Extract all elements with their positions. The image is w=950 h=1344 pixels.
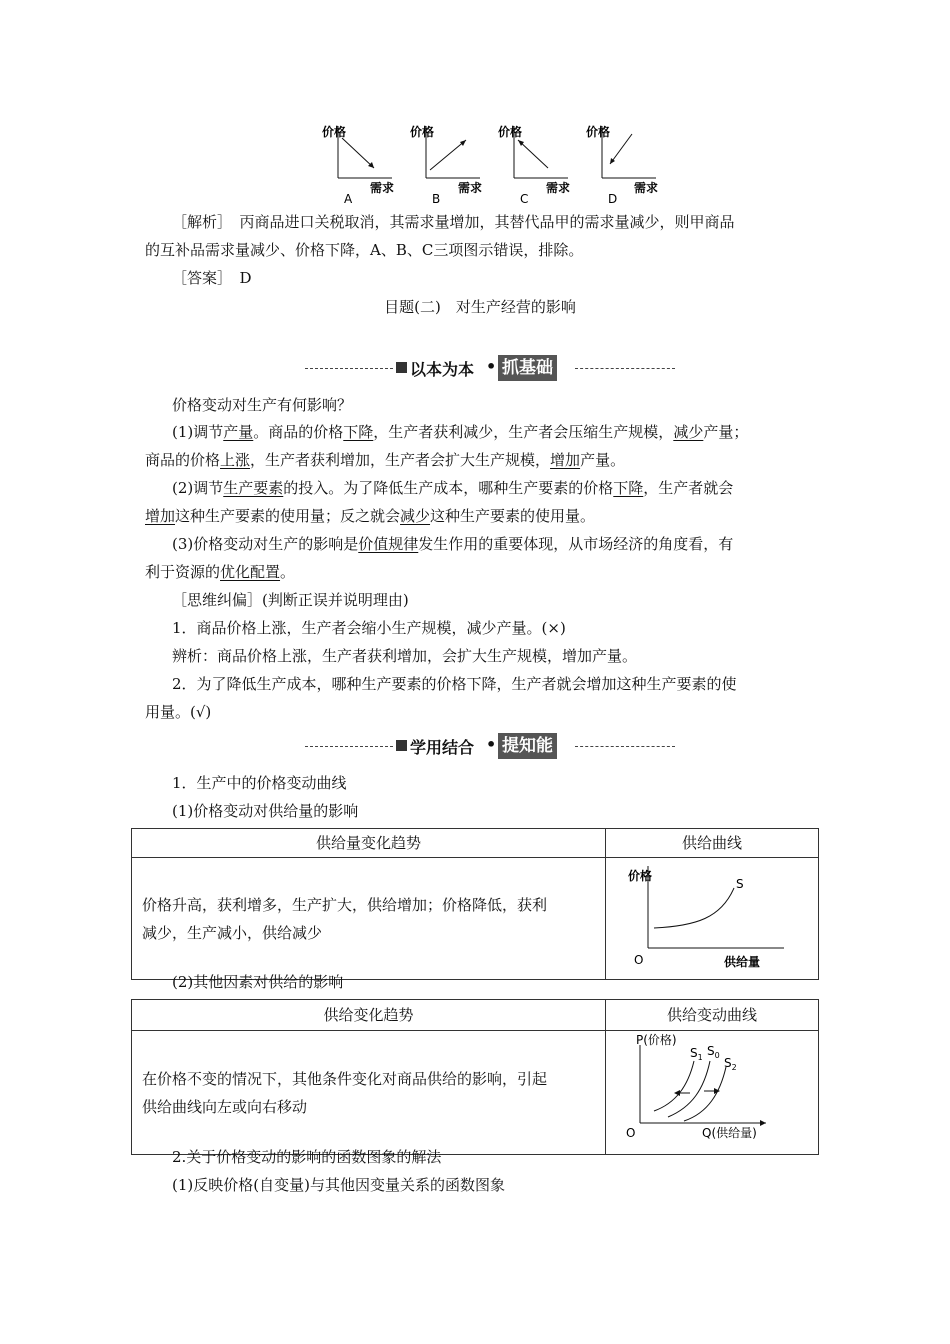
paragraph-3-line-2: 利于资源的优化配置。 (145, 563, 296, 581)
supply-table-cell-curve (606, 858, 819, 980)
section-1b-title: (2)其他因素对供给的影响 (172, 973, 344, 991)
graph-a-x-label: 需求 (370, 181, 395, 195)
think-item-1: 1．商品价格上涨，生产者会缩小生产规模，减少产量。(×) (172, 619, 566, 637)
graph-a-y-label: 价格 (322, 125, 347, 139)
svg-text:需求: 需求 (546, 181, 571, 195)
graph-b-letter: B (432, 192, 441, 206)
think-item-2-line-2: 用量。(√) (145, 703, 212, 721)
svg-text:S2: $S_2$ (724, 1056, 737, 1072)
graph-a (322, 124, 394, 206)
graph-d (586, 124, 658, 206)
supply-curve-graph (606, 858, 818, 970)
banner-basics-box: 抓基础 (498, 355, 557, 381)
supply-shift-header-curve: 供给变动曲线 (606, 1000, 819, 1031)
supply-table-cell-trend: 价格升高，获利增多，生产扩大，供给增加；价格降低，获利 减少，生产减小，供给减少 (132, 858, 606, 980)
think-item-2-line-1: 2．为了降低生产成本，哪种生产要素的价格下降，生产者就会增加这种生产要素的使 (172, 675, 737, 693)
section-2a-title: (1)反映价格(自变量)与其他因变量关系的函数图象 (172, 1176, 505, 1194)
supply-shift-header-trend: 供给变化趋势 (132, 1000, 606, 1031)
analysis-line-2: 的互补品需求量减少、价格下降，A、B、C三项图示错误，排除。 (145, 241, 584, 259)
supply-shift-cell-trend: 在价格不变的情况下，其他条件变化对商品供给的影响，引起 供给曲线向左或向右移动 (132, 1031, 606, 1155)
paragraph-2-line-2: 增加这种生产要素的使用量；反之就会减少这种生产要素的使用量。 (145, 507, 596, 525)
svg-text:Q(供给量): Q(供给量) (702, 1126, 757, 1140)
subtitle: 目题(二) 对生产经营的影响 (384, 298, 576, 316)
graph-a-letter: A (344, 192, 353, 206)
svg-text:S: S (736, 877, 744, 891)
paragraph-1-line-1: (1)调节产量。商品的价格下降，生产者获利减少，生产者会压缩生产规模，减少产量； (172, 423, 749, 441)
svg-text:需求: 需求 (634, 181, 659, 195)
top-demand-graphs (320, 120, 670, 208)
svg-text:价格: 价格 (628, 869, 653, 883)
banner-skills-box: 提知能 (498, 733, 557, 759)
supply-table-header-curve: 供给曲线 (606, 829, 819, 858)
banner-basics: 以本为本 • 抓基础 (300, 355, 680, 383)
graph-d-line (610, 134, 632, 164)
svg-text:需求: 需求 (458, 181, 483, 195)
banner-skills-text: 学用结合 (410, 738, 475, 757)
graph-c-line (518, 140, 548, 168)
svg-text:O: O (626, 1126, 636, 1140)
graph-d-letter: D (608, 192, 618, 206)
analysis-line-1: ［解析］ 丙商品进口关税取消，其需求量增加，其替代品甲的需求量减少，则甲商品 (172, 213, 735, 231)
supply-table (131, 828, 819, 980)
graph-a-line (342, 138, 374, 168)
paragraph-2-line-1: (2)调节生产要素的投入。为了降低生产成本，哪种生产要素的价格下降，生产者就会 (172, 479, 734, 497)
svg-text:S1: $S_1$ (690, 1046, 703, 1062)
supply-curve-s1 (654, 1061, 694, 1111)
svg-text:O: O (634, 953, 644, 967)
graph-b-line (430, 140, 466, 170)
paragraph-3-line-1: (3)价格变动对生产的影响是价值规律发生作用的重要体现，从市场经济的角度看，有 (172, 535, 734, 553)
banner-basics-text: 以本为本 (410, 360, 475, 379)
svg-text:价格: 价格 (586, 125, 611, 139)
supply-shift-graph (606, 1031, 818, 1145)
svg-text:S0: $S_0$ (707, 1044, 720, 1060)
svg-text:价格: 价格 (498, 125, 523, 139)
supply-shift-table (131, 999, 819, 1155)
section-2-title: 2.关于价格变动的影响的函数图象的解法 (172, 1148, 442, 1166)
paragraph-1-line-2: 商品的价格上涨，生产者获利增加，生产者会扩大生产规模，增加产量。 (145, 451, 626, 469)
question: 价格变动对生产有何影响？ (172, 396, 353, 414)
graph-c-letter: C (520, 192, 529, 206)
supply-table-header-trend: 供给量变化趋势 (132, 829, 606, 858)
svg-text:价格: 价格 (410, 125, 435, 139)
supply-curve-s2 (684, 1067, 726, 1121)
banner-skills: 学用结合 • 提知能 (300, 733, 680, 761)
answer: ［答案］ D (172, 269, 252, 287)
think-item-1-analysis: 辨析：商品价格上涨，生产者获利增加，会扩大生产规模，增加产量。 (172, 647, 638, 665)
svg-text:供给量: 供给量 (724, 955, 761, 969)
section-1a-title: (1)价格变动对供给量的影响 (172, 802, 359, 820)
supply-curve (654, 888, 734, 928)
supply-shift-cell-curve (606, 1031, 819, 1155)
section-1-title: 1．生产中的价格变动曲线 (172, 774, 347, 792)
graph-c (498, 124, 570, 206)
supply-curve-s0 (668, 1061, 710, 1117)
graph-b (410, 124, 482, 206)
svg-text:P(价格): P(价格) (636, 1033, 677, 1047)
think-head: ［思维纠偏］(判断正误并说明理由) (172, 591, 409, 609)
